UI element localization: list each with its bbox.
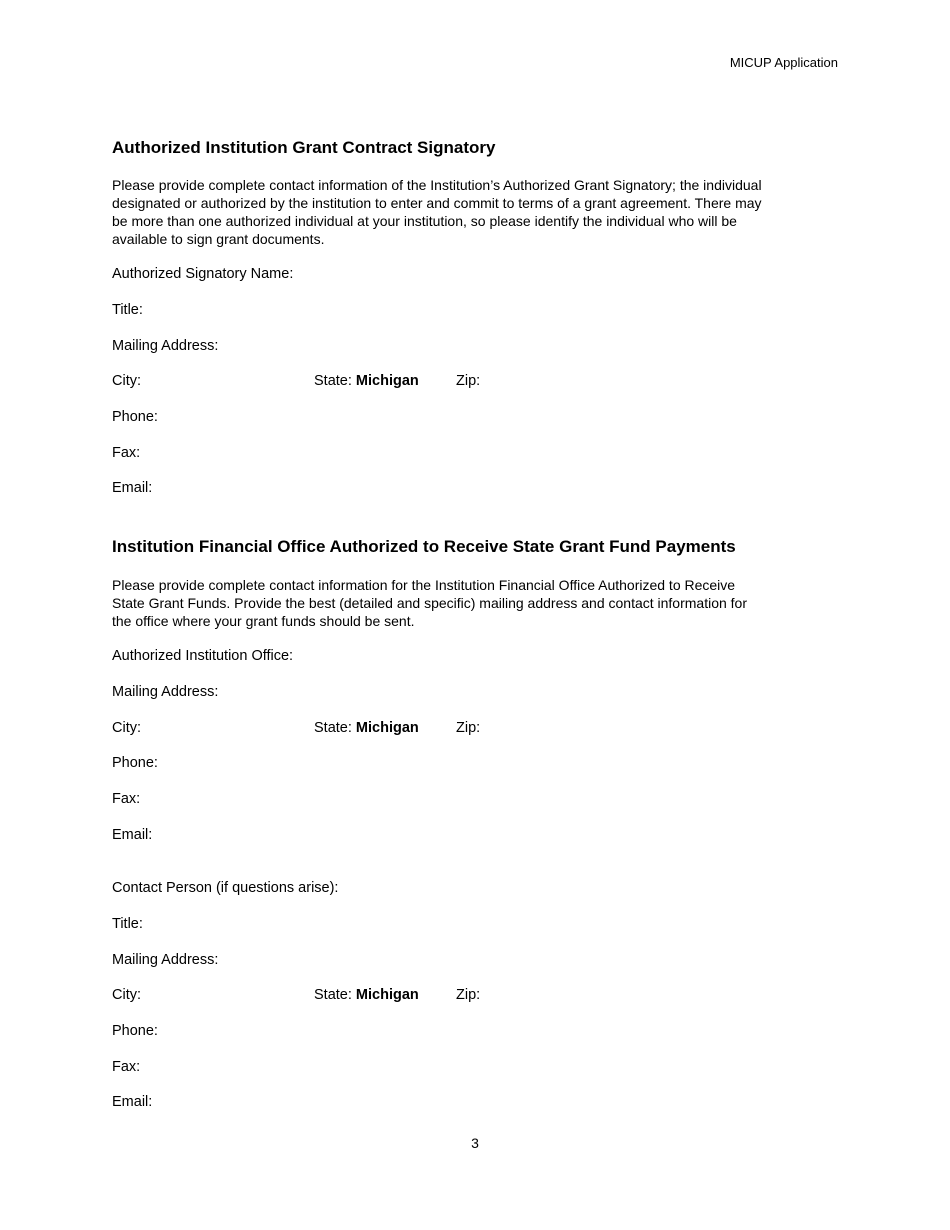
signatory-phone-field	[112, 408, 840, 426]
paragraph-line: the office where your grant funds should be sent.	[112, 613, 415, 629]
contact-city-state-zip-row	[112, 986, 840, 1004]
signatory-fax-label: Fax:	[112, 445, 141, 461]
contact-zip-label: Zip:	[456, 987, 481, 1003]
signatory-title-label: Title:	[112, 302, 143, 318]
signatory-title-field	[112, 301, 840, 319]
office-state-field	[314, 719, 419, 737]
contact-mailing-field	[112, 951, 840, 969]
financial-office-heading: Institution Financial Office Authorized to Receive State Grant Fund Payments	[112, 537, 736, 556]
paragraph-line: designated or authorized by the institution to enter and commit to terms of a grant agreement. There may	[112, 195, 762, 211]
office-mailing-label: Mailing Address:	[112, 684, 219, 700]
contact-email-label: Email:	[112, 1094, 153, 1110]
office-state-value: Michigan	[355, 720, 419, 736]
financial-office-heading-block	[112, 537, 840, 557]
office-email-field	[112, 826, 840, 844]
signatory-email-label: Email:	[112, 480, 153, 496]
signatory-section-heading-block	[112, 138, 840, 158]
page-number: 3	[471, 1135, 479, 1151]
signatory-name-label: Authorized Signatory Name:	[112, 266, 294, 282]
contact-email-field	[112, 1093, 840, 1111]
paragraph-line: available to sign grant documents.	[112, 231, 325, 247]
contact-fax-field	[112, 1058, 840, 1076]
contact-title-label: Title:	[112, 916, 143, 932]
contact-city-label: City:	[112, 987, 141, 1003]
signatory-city-state-zip-row	[112, 372, 840, 390]
signatory-mailing-field	[112, 337, 840, 355]
office-mailing-field	[112, 683, 840, 701]
office-fax-label: Fax:	[112, 791, 141, 807]
office-name-label: Authorized Institution Office:	[112, 648, 294, 664]
signatory-city-label: City:	[112, 373, 141, 389]
contact-person-label: Contact Person (if questions arise):	[112, 880, 339, 896]
contact-title-field	[112, 915, 840, 933]
office-phone-field	[112, 754, 840, 772]
financial-office-paragraph	[112, 576, 840, 630]
signatory-state-value: Michigan	[355, 373, 419, 389]
paragraph-line: State Grant Funds. Provide the best (detailed and specific) mailing address and contact information for	[112, 595, 748, 611]
signatory-name-field	[112, 265, 840, 283]
signatory-mailing-label: Mailing Address:	[112, 338, 219, 354]
office-zip-label: Zip:	[456, 720, 481, 736]
contact-phone-field	[112, 1022, 840, 1040]
signatory-zip-label: Zip:	[456, 373, 481, 389]
contact-state-value: Michigan	[355, 987, 419, 1003]
contact-state-field	[314, 986, 419, 1004]
contact-mailing-label: Mailing Address:	[112, 952, 219, 968]
signatory-state-field	[314, 372, 419, 390]
signatory-email-field	[112, 479, 840, 497]
office-email-label: Email:	[112, 827, 153, 843]
paragraph-line: Please provide complete contact information for the Institution Financial Office Authorized to Receive	[112, 577, 736, 593]
running-header: MICUP Application	[729, 55, 838, 70]
office-fax-field	[112, 790, 840, 808]
signatory-section-paragraph	[112, 176, 840, 248]
signatory-section-heading: Authorized Institution Grant Contract Signatory	[112, 138, 496, 157]
office-city-label: City:	[112, 720, 141, 736]
paragraph-line: Please provide complete contact information of the Institution’s Authorized Grant Signatory; the individual	[112, 177, 762, 193]
contact-state-label: State:	[314, 987, 352, 1003]
signatory-phone-label: Phone:	[112, 409, 158, 425]
office-name-field	[112, 647, 840, 665]
signatory-fax-field	[112, 444, 840, 462]
contact-person-field	[112, 879, 840, 897]
signatory-state-label: State:	[314, 373, 352, 389]
contact-fax-label: Fax:	[112, 1059, 141, 1075]
office-state-label: State:	[314, 720, 352, 736]
office-phone-label: Phone:	[112, 755, 158, 771]
contact-phone-label: Phone:	[112, 1023, 158, 1039]
paragraph-line: be more than one authorized individual at your institution, so please identify the individual who will be	[112, 213, 737, 229]
office-city-state-zip-row	[112, 719, 840, 737]
